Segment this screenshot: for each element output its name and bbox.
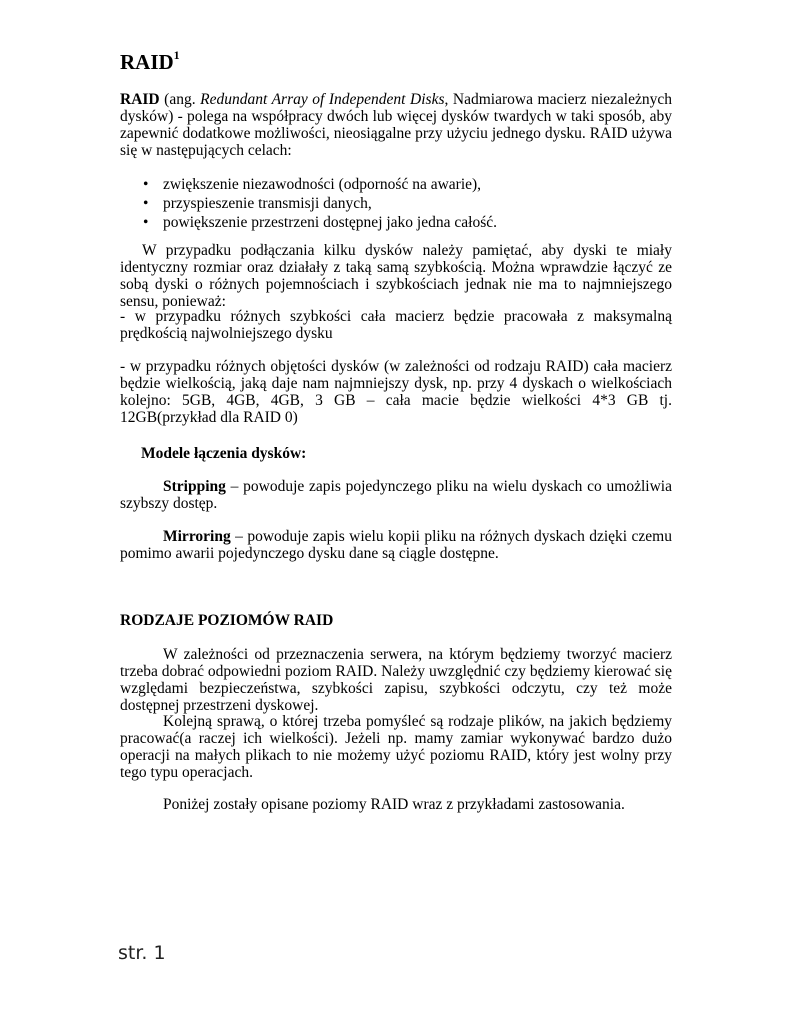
list-item: • powiększenie przestrzeni dostępnej jako jedna całość. [143,213,497,232]
title-text: RAID [120,50,174,74]
intro-term: RAID [120,91,160,108]
stripping-text: – powoduje zapis pojedynczego pliku na wielu dyskach co umożliwia szybszy dostęp. [120,478,672,512]
models-heading: Modele łączenia dysków: [141,445,307,462]
footnote-mark: 1 [173,48,180,62]
mirroring-paragraph [120,528,672,562]
intro-paragraph [120,91,672,159]
levels-heading: RODZAJE POZIOMÓW RAID [120,612,334,629]
below-paragraph: Poniżej zostały opisane poziomy RAID wraz z przykładami zastosowania. [163,796,625,813]
server-paragraph: W zależności od przeznaczenia serwera, na którym będziemy tworzyć macierz trzeba dobrać odpowiedni poziom RAID. Należy uwzględnić czy będziemy kierować się względami bezpieczeństwa, szybkości zapisu, szybkości odczytu, czy też może dostępnej przestrzeni dyskowej. [120,646,672,714]
intro-open: (ang. [159,91,201,108]
mirroring-text: – powoduje zapis wielu kopii pliku na różnych dyskach dzięki czemu pomimo awarii pojedynczego dysku dane są ciągle dostępne. [120,528,672,562]
mirroring-term: Mirroring [163,528,231,545]
stripping-paragraph [120,478,672,512]
intro-rest: , Nadmiarowa macierz niezależnych dysków) - polega na współpracy dwóch lub więcej dysków twardych w taki sposób, aby zapewnić dodatkowe możliwości, nieosiągalne przy użyciu jednego dysku. RAID używa się w następujących celach: [120,91,672,159]
page-number: str. 1 [118,942,166,964]
size-paragraph: - w przypadku różnych objętości dysków (w zależności od rodzaju RAID) cała macierz będzie wielkością, jaką daje nam najmniejszy dysk, np. przy 4 dyskach o wielkościach kolejno: 5GB, 4GB, 4GB, 3 GB – cała macie będzie wielkości 4*3 GB tj. 12GB(przykład dla RAID 0) [120,358,672,426]
document-title [120,50,180,75]
disks-paragraph: W przypadku podłączania kilku dysków należy pamiętać, aby dyski te miały identyczny rozmiar oraz działały z taką samą szybkością. Można wprawdzie łączyć ze sobą dyski o różnych pojemnościach i szybkościach jednak nie ma to najmniejszego sensu, ponieważ: [120,242,672,310]
list-item: • przyspieszenie transmisji danych, [143,194,497,213]
speed-paragraph: - w przypadku różnych szybkości cała macierz będzie pracowała z maksymalną prędkością najwolniejszego dysku [120,308,672,342]
files-paragraph: Kolejną sprawą, o której trzeba pomyśleć są rodzaje plików, na jakich będziemy pracować(a raczej ich wielkości). Jeżeli np. mamy zamiar wykonywać bardzo dużo operacji na małych plikach to nie możemy użyć poziomu RAID, który jest wolny przy tego typu operacjach. [120,713,672,781]
list-item: • zwiększenie niezawodności (odporność na awarie), [143,175,497,194]
goals-list [143,175,497,232]
stripping-term: Stripping [163,478,226,495]
intro-english-term: Redundant Array of Independent Disks [200,91,445,108]
